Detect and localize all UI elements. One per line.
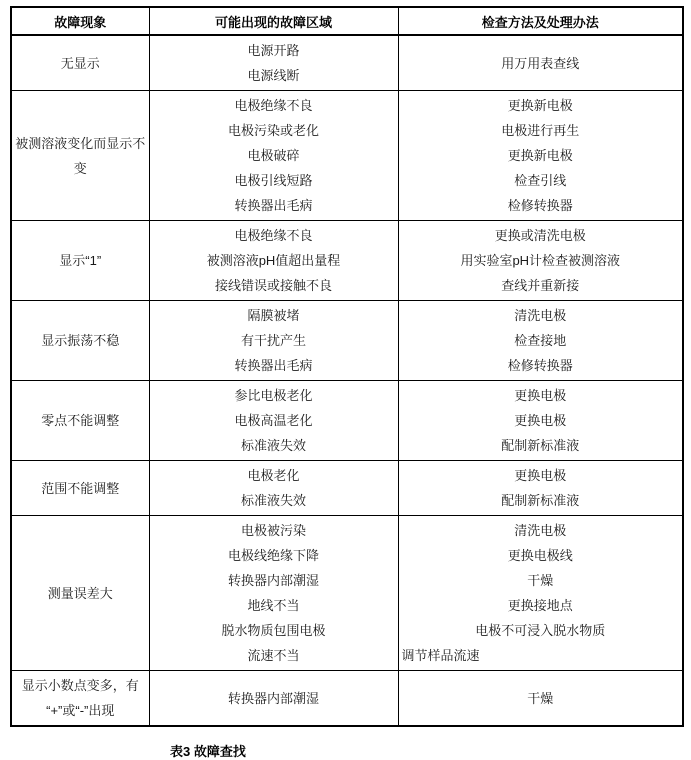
cell-line: 干燥 <box>527 690 554 706</box>
cell-line: 电极高温老化 <box>234 413 313 428</box>
cell-line: 更换新电极 <box>507 98 573 113</box>
cell-line: 清洗电极 <box>514 523 567 538</box>
cell-line: 电极被污染 <box>240 523 306 538</box>
areas-cell <box>149 381 398 461</box>
cell-line: 转换器内部潮湿 <box>227 690 319 706</box>
cell-line: 查线并重新接 <box>501 278 580 293</box>
areas-cell <box>149 516 398 671</box>
cell-line: 更换新电极 <box>507 148 573 163</box>
cell-line: 配制新标准液 <box>501 438 580 453</box>
header-methods: 检查方法及处理办法 <box>398 7 683 35</box>
header-areas: 可能出现的故障区域 <box>149 7 398 35</box>
phenomenon-cell <box>11 301 149 381</box>
cell-line: 转换器内部潮湿 <box>227 573 319 588</box>
table-row <box>11 671 683 727</box>
cell-line: 电极引线短路 <box>234 173 313 188</box>
document-page <box>0 6 691 759</box>
cell-line: 检修转换器 <box>507 358 573 373</box>
cell-line: 显示振荡不稳 <box>41 333 120 348</box>
cell-line: 更换电极 <box>514 468 567 483</box>
cell-line: 配制新标准液 <box>501 493 580 508</box>
cell-line: 电极破碎 <box>247 148 300 163</box>
table-row <box>11 35 683 91</box>
cell-line: 更换接地点 <box>507 598 573 613</box>
cell-line: 标准液失效 <box>240 438 306 453</box>
table-row <box>11 461 683 516</box>
areas-cell <box>149 301 398 381</box>
cell-line: 更换电极线 <box>507 548 573 563</box>
phenomenon-cell <box>11 461 149 516</box>
cell-line: 被测溶液pH值超出量程 <box>206 253 341 268</box>
methods-cell <box>398 671 683 727</box>
cell-line: 范围不能调整 <box>41 480 120 496</box>
cell-line: 检查引线 <box>514 173 567 188</box>
cell-line: 流速不当 <box>247 648 300 663</box>
cell-line: 检查接地 <box>514 333 567 348</box>
methods-cell <box>398 516 683 671</box>
phenomenon-cell <box>11 221 149 301</box>
table-row <box>11 516 683 671</box>
table-row <box>11 381 683 461</box>
cell-line: 更换或清洗电极 <box>494 228 586 243</box>
cell-line: “+”或“-”出现 <box>46 703 115 718</box>
cell-line: 转换器出毛病 <box>234 358 313 373</box>
cell-line: 调节样品流速 <box>401 648 480 663</box>
methods-cell <box>398 461 683 516</box>
cell-line: 被测溶液变化而显示不 <box>15 135 146 151</box>
cell-line: 电极污染或老化 <box>227 123 319 138</box>
cell-line: 隔膜被堵 <box>247 308 300 323</box>
areas-cell <box>149 91 398 221</box>
cell-line: 检修转换器 <box>507 198 573 213</box>
cell-line: 电源开路 <box>247 43 300 58</box>
cell-line: 有干扰产生 <box>240 333 306 348</box>
table-row <box>11 301 683 381</box>
table-row <box>11 91 683 221</box>
cell-line: 电极线绝缘下降 <box>227 548 319 563</box>
cell-line: 零点不能调整 <box>41 413 120 428</box>
cell-line: 电极不可浸入脱水物质 <box>475 623 606 638</box>
phenomenon-cell <box>11 91 149 221</box>
phenomenon-cell <box>11 671 149 727</box>
fault-table-body <box>11 35 683 726</box>
header-phenomenon: 故障现象 <box>11 7 149 35</box>
cell-line: 参比电极老化 <box>234 388 313 403</box>
cell-line: 显示“1” <box>59 253 102 268</box>
areas-cell <box>149 221 398 301</box>
cell-line: 干燥 <box>527 573 554 588</box>
cell-line: 电极绝缘不良 <box>234 228 313 243</box>
cell-line: 显示小数点变多，有 <box>21 678 139 693</box>
cell-line: 标准液失效 <box>240 493 306 508</box>
header-row <box>11 7 683 35</box>
cell-line: 脱水物质包围电极 <box>221 623 326 638</box>
cell-line: 测量误差大 <box>47 585 113 601</box>
cell-line: 电源线断 <box>247 68 300 83</box>
methods-cell <box>398 381 683 461</box>
fault-table <box>10 6 684 727</box>
cell-line: 无显示 <box>60 55 100 71</box>
methods-cell <box>398 91 683 221</box>
cell-line: 电极绝缘不良 <box>234 98 313 113</box>
areas-cell <box>149 671 398 727</box>
cell-line: 更换电极 <box>514 413 567 428</box>
cell-line: 变 <box>73 160 87 176</box>
phenomenon-cell <box>11 35 149 91</box>
phenomenon-cell <box>11 516 149 671</box>
table-caption: 表3 故障查找 <box>170 744 246 759</box>
cell-line: 转换器出毛病 <box>234 198 313 213</box>
cell-line: 用万用表查线 <box>501 55 580 71</box>
phenomenon-cell <box>11 381 149 461</box>
cell-line: 接线错误或接触不良 <box>214 278 332 293</box>
cell-line: 更换电极 <box>514 388 567 403</box>
cell-line: 地线不当 <box>247 598 300 613</box>
areas-cell <box>149 461 398 516</box>
fault-table-header <box>11 7 683 35</box>
cell-line: 电极老化 <box>247 468 300 483</box>
cell-line: 清洗电极 <box>514 308 567 323</box>
cell-line: 电极进行再生 <box>501 123 580 138</box>
methods-cell <box>398 35 683 91</box>
areas-cell <box>149 35 398 91</box>
table-row <box>11 221 683 301</box>
methods-cell <box>398 221 683 301</box>
methods-cell <box>398 301 683 381</box>
cell-line: 用实验室pH计检查被测溶液 <box>460 253 621 268</box>
